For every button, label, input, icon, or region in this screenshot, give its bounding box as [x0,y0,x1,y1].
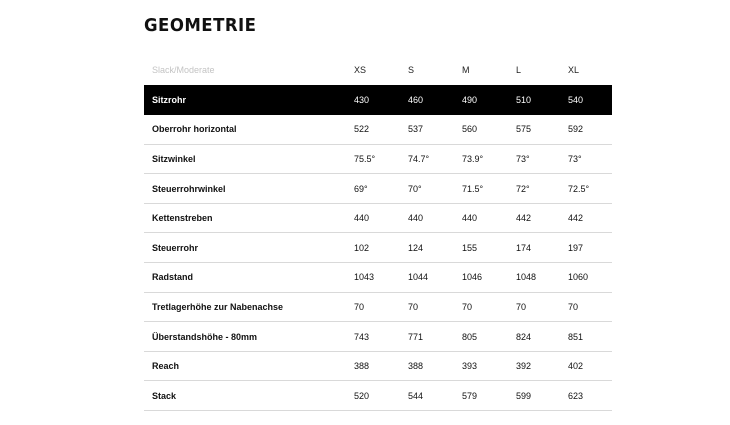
table-row-sitzwinkel [144,144,612,174]
column-header-l: L [516,65,522,75]
row-label: Stack [152,390,177,401]
table-cell: 155 [462,242,478,253]
row-label: Oberrohr horizontal [152,124,237,135]
row-label: Steuerrohr [152,242,199,253]
table-row-steuerrohr [144,233,612,263]
table-cell: 575 [516,124,532,135]
table-cell: 72.5° [568,183,590,194]
table-row-ueberstandshoehe [144,322,612,352]
column-header-xl: XL [568,65,580,75]
table-row-reach [144,351,612,381]
size-variant-label: Slack/Moderate [152,65,215,75]
table-cell: 1048 [516,272,537,283]
table-cell: 805 [462,331,478,342]
row-label: Überstandshöhe - 80mm [152,331,258,342]
table-cell: 440 [462,213,478,224]
table-cell: 197 [568,242,584,253]
column-header-s: S [408,65,415,75]
table-row-oberrohr-horizontal [144,115,612,145]
table-row-steuerrohrwinkel [144,174,612,204]
table-row-sitzrohr [144,85,612,115]
table-cell: 72° [516,183,530,194]
table-cell: 70 [516,301,527,312]
row-label: Radstand [152,272,194,283]
table-cell: 771 [408,331,424,342]
table-cell: 490 [462,94,478,105]
table-cell: 540 [568,94,584,105]
table-cell: 442 [516,213,532,224]
table-cell: 73° [516,153,530,164]
table-cell: 73.9° [462,153,484,164]
table-cell: 522 [354,124,370,135]
table-cell: 70 [568,301,579,312]
table-row-stack [144,381,612,411]
row-label: Sitzwinkel [152,153,196,164]
table-cell: 824 [516,331,532,342]
table-row-radstand [144,263,612,293]
column-header-m: M [462,65,470,75]
table-cell: 440 [354,213,370,224]
geometry-table [144,55,612,411]
table-cell: 579 [462,390,478,401]
table-cell: 440 [408,213,424,224]
table-cell: 70 [408,301,419,312]
row-label: Tretlagerhöhe zur Nabenachse [152,301,284,312]
table-cell: 599 [516,390,532,401]
table-cell: 75.5° [354,153,376,164]
table-cell: 510 [516,94,532,105]
table-cell: 124 [408,242,424,253]
table-cell: 74.7° [408,153,430,164]
table-cell: 71.5° [462,183,484,194]
table-cell: 460 [408,94,424,105]
table-cell: 442 [568,213,584,224]
table-cell: 70° [408,183,422,194]
row-label: Steuerrohrwinkel [152,183,226,194]
table-cell: 102 [354,242,370,253]
table-cell: 70 [354,301,365,312]
row-label: Kettenstreben [152,213,213,224]
table-cell: 388 [408,361,424,372]
table-cell: 402 [568,361,584,372]
row-label: Reach [152,361,180,372]
table-cell: 1060 [568,272,589,283]
table-cell: 430 [354,94,370,105]
table-cell: 1044 [408,272,429,283]
table-cell: 592 [568,124,584,135]
table-cell: 174 [516,242,532,253]
table-cell: 1043 [354,272,375,283]
table-cell: 520 [354,390,370,401]
table-cell: 70 [462,301,473,312]
table-cell: 1046 [462,272,483,283]
table-cell: 560 [462,124,478,135]
page-title: GEOMETRIE [144,15,257,36]
table-cell: 392 [516,361,532,372]
table-cell: 851 [568,331,584,342]
table-cell: 544 [408,390,424,401]
table-cell: 393 [462,361,478,372]
row-label: Sitzrohr [152,94,187,105]
table-cell: 743 [354,331,370,342]
table-cell: 73° [568,153,582,164]
table-row-kettenstreben [144,203,612,233]
table-row-tretlagerhoehe [144,292,612,322]
table-cell: 623 [568,390,584,401]
table-cell: 388 [354,361,370,372]
table-cell: 537 [408,124,424,135]
table-cell: 69° [354,183,368,194]
table-header-row [144,55,612,85]
column-header-xs: XS [354,65,367,75]
